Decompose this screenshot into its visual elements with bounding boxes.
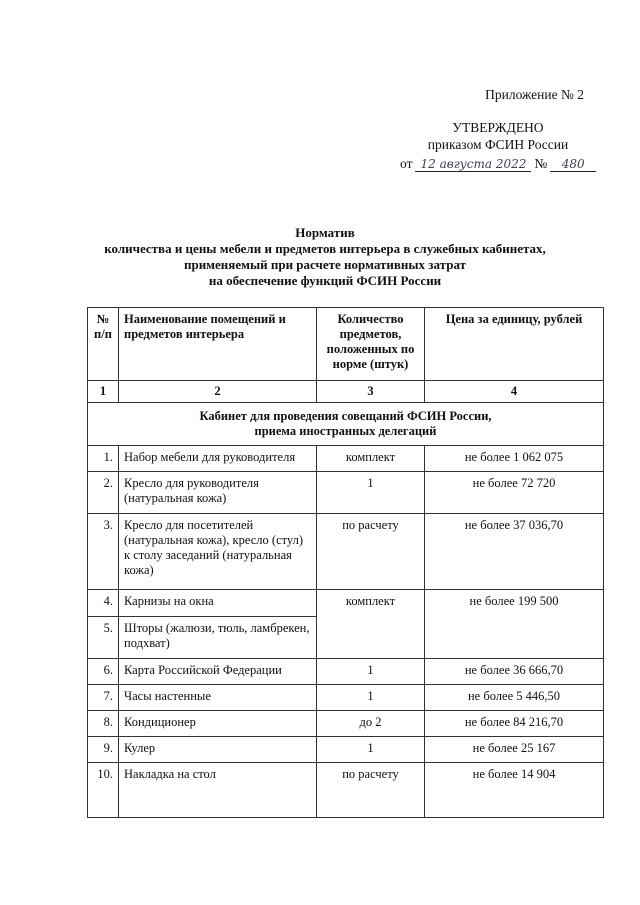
row-name: Кондиционер	[119, 711, 317, 737]
row-price: не более 84 216,70	[425, 711, 604, 737]
table-row	[88, 763, 604, 818]
row-qty: по расчету	[317, 514, 425, 590]
row-name: Кресло для руководителя (натуральная кожа)	[119, 472, 317, 514]
column-index: 2	[119, 381, 317, 403]
table-row	[88, 685, 604, 711]
row-qty: комплект	[317, 590, 425, 659]
title-line-2: количества и цены мебели и предметов интерьера в служебных кабинетах,	[104, 241, 546, 256]
row-num: 8.	[88, 711, 119, 737]
row-num: 5.	[88, 617, 119, 659]
number-label: №	[534, 156, 548, 171]
row-price: не более 37 036,70	[425, 514, 604, 590]
column-index: 3	[317, 381, 425, 403]
section-header-row	[88, 403, 604, 446]
row-price: не более 1 062 075	[425, 446, 604, 472]
row-price: не более 25 167	[425, 737, 604, 763]
table-row	[88, 659, 604, 685]
row-price: не более 14 904	[425, 763, 604, 818]
row-qty: 1	[317, 472, 425, 514]
row-qty: 1	[317, 737, 425, 763]
section-title: Кабинет для проведения совещаний ФСИН России, приема иностранных делегаций	[88, 403, 604, 446]
row-num: 2.	[88, 472, 119, 514]
header-qty: Количество предметов, положенных по норме (штук)	[317, 308, 425, 381]
handwritten-order-number: 480	[550, 157, 596, 172]
row-qty: 1	[317, 659, 425, 685]
row-qty: до 2	[317, 711, 425, 737]
header-price: Цена за единицу, рублей	[425, 308, 604, 381]
row-num: 6.	[88, 659, 119, 685]
approving-order: приказом ФСИН России	[427, 137, 569, 152]
row-name: Часы настенные	[119, 685, 317, 711]
column-index-row	[88, 381, 604, 403]
table-row	[88, 446, 604, 472]
row-qty: по расчету	[317, 763, 425, 818]
row-name: Шторы (жалюзи, тюль, ламбрекен, подхват)	[119, 617, 317, 659]
row-name: Кулер	[119, 737, 317, 763]
column-index: 4	[425, 381, 604, 403]
row-name: Набор мебели для руководителя	[119, 446, 317, 472]
table-row	[88, 711, 604, 737]
row-num: 4.	[88, 590, 119, 617]
row-price: не более 5 446,50	[425, 685, 604, 711]
column-index: 1	[88, 381, 119, 403]
table-row	[88, 737, 604, 763]
title-line-3: применяемый при расчете нормативных затрат	[183, 257, 467, 272]
table-header-row	[88, 308, 604, 381]
appendix-number: Приложение № 2	[485, 87, 584, 102]
document-title	[60, 225, 590, 289]
row-name: Карнизы на окна	[119, 590, 317, 617]
header-name: Наименование помещений и предметов интерьера	[119, 308, 317, 381]
row-num: 7.	[88, 685, 119, 711]
order-date-line	[400, 155, 596, 172]
row-num: 9.	[88, 737, 119, 763]
header-num: № п/п	[88, 308, 119, 381]
row-price: не более 36 666,70	[425, 659, 604, 685]
title-line-4: на обеспечение функций ФСИН России	[208, 273, 442, 288]
row-qty: комплект	[317, 446, 425, 472]
row-name: Накладка на стол	[119, 763, 317, 818]
row-num: 1.	[88, 446, 119, 472]
title-line-1: Норматив	[295, 225, 355, 240]
approved-stamp: УТВЕРЖДЕНО	[452, 120, 544, 135]
handwritten-date: 12 августа 2022	[415, 157, 531, 172]
row-name: Кресло для посетителей (натуральная кожа), кресло (стул) к столу заседаний (натуральная кожа)	[119, 514, 317, 590]
row-price: не более 199 500	[425, 590, 604, 659]
table-row	[88, 472, 604, 514]
norms-table	[87, 307, 604, 818]
row-num: 3.	[88, 514, 119, 590]
table-row	[88, 514, 604, 590]
row-qty: 1	[317, 685, 425, 711]
table-row	[88, 590, 604, 617]
from-label: от	[400, 156, 413, 171]
row-name: Карта Российской Федерации	[119, 659, 317, 685]
row-price: не более 72 720	[425, 472, 604, 514]
row-num: 10.	[88, 763, 119, 818]
approval-block	[400, 86, 596, 172]
